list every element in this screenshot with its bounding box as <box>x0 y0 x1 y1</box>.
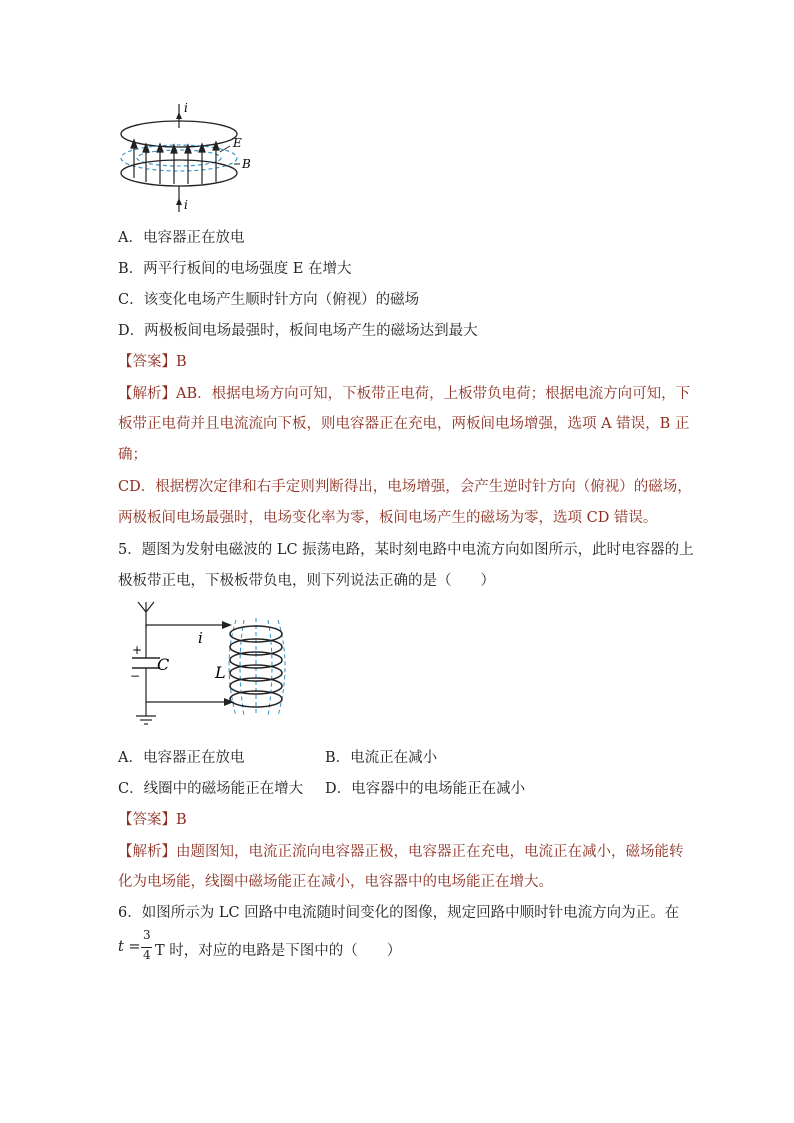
q4-option-a: A．电容器正在放电 <box>118 230 245 246</box>
q6-t-equals: t = <box>118 939 141 955</box>
q5-option-c: C．线圈中的磁场能正在增大 <box>118 781 304 797</box>
q5-analysis-line-2: 化为电场能，线圈中磁场能正在减小，电容器中的电场能正在增大。 <box>118 874 553 890</box>
q4-option-b: B．两平行板间的电场强度 E 在增大 <box>118 261 352 277</box>
fig2-label-C: C <box>157 655 170 674</box>
q5-analysis-line-1: 【解析】由题图知，电流正流向电容器正极，电容器正在充电，电流正在减小，磁场能转 <box>118 844 684 860</box>
q4-option-c: C．该变化电场产生顺时针方向（俯视）的磁场 <box>118 292 420 308</box>
q4-analysis-line-3: 确； <box>118 447 147 463</box>
fig1-label-E: E <box>233 136 242 150</box>
q5-option-d: D．电容器中的电场能正在减小 <box>325 781 526 797</box>
q6-stem-line-2 <box>118 930 438 964</box>
q5-stem-line-1: 5．题图为发射电磁波的 LC 振荡电路，某时刻电路中电流方向如图所示，此时电容器的上 <box>118 542 694 558</box>
fig1-label-top-i: i <box>184 101 188 115</box>
q4-analysis-line-2: 板带正电荷并且电流流向下板，则电容器正在充电，两板间电场增强，选项 A 错误，B 正 <box>118 416 690 432</box>
lc-circuit-figure <box>118 598 298 730</box>
q6-stem-tail: T 时，对应的电路是下图中的（ ） <box>155 943 402 959</box>
q6-fraction-numerator: 3 <box>143 928 151 942</box>
q6-stem-line-1: 6．如图所示为 LC 回路中电流随时间变化的图像，规定回路中顺时针电流方向为正。在 <box>118 905 680 921</box>
fig2-label-i: i <box>198 629 203 647</box>
fig2-label-L: L <box>215 663 226 682</box>
q6-fraction-denominator: 4 <box>143 948 151 962</box>
q4-analysis-line-1: 【解析】AB．根据电场方向可知，下板带正电荷，上板带负电荷；根据电流方向可知，下 <box>118 386 691 402</box>
q5-stem-line-2: 极板带正电，下极板带负电，则下列说法正确的是（ ） <box>118 573 495 589</box>
q4-analysis-line-5: 两极板间电场最强时，电场变化率为零，板间电场产生的磁场为零，选项 CD 错误。 <box>118 510 658 526</box>
fig2-label-minus: − <box>130 669 141 683</box>
q5-answer: 【答案】B <box>118 812 187 828</box>
fig1-label-B: B <box>242 157 251 171</box>
fig1-label-bot-i: i <box>184 198 188 212</box>
capacitor-field-figure <box>112 98 262 218</box>
q5-option-a: A．电容器正在放电 <box>118 750 245 766</box>
q4-analysis-line-4: CD．根据楞次定律和右手定则判断得出，电场增强，会产生逆时针方向（俯视）的磁场， <box>118 479 692 495</box>
q5-option-b: B．电流正在减小 <box>325 750 438 766</box>
q4-option-d: D．两极板间电场最强时，板间电场产生的磁场达到最大 <box>118 323 478 339</box>
fig2-label-plus: + <box>132 643 143 657</box>
q4-answer: 【答案】B <box>118 354 187 370</box>
